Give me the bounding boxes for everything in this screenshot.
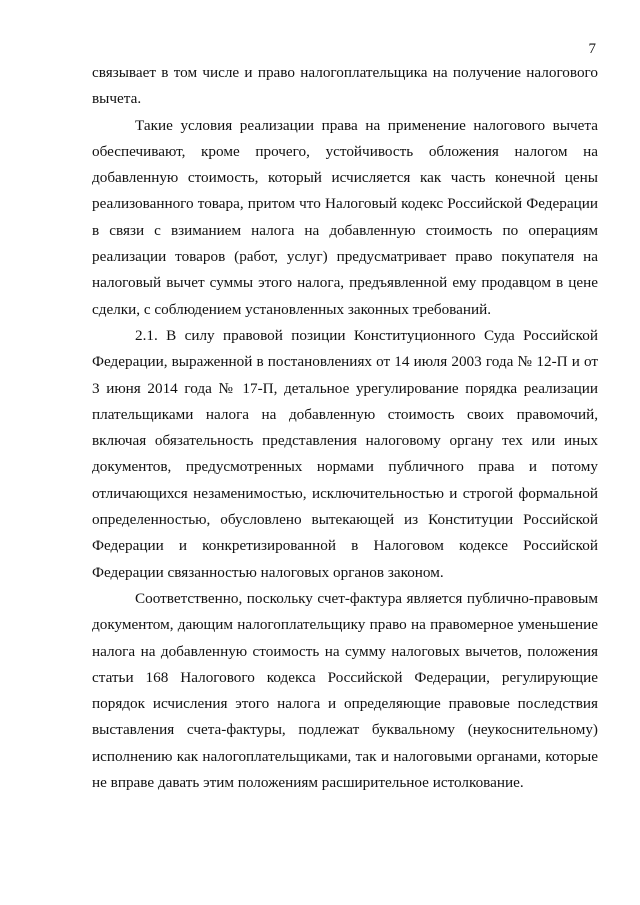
document-body: [92, 60, 598, 796]
paragraph-accordingly: Соответственно, поскольку счет-фактура является публично-правовым документом, дающим налогоплательщику право на правомерное уменьшение налога на добавленную стоимость на сумму налоговых вычетов, положения статьи 168 Налогового кодекса Российской Федерации, регулирующие порядок исчисления этого налога и определяющие правовые последствия выставления счета-фактуры, подлежат буквальному (неукоснительному) исполнению как налогоплательщиками, так и налоговыми органами, которые не вправе давать этим положениям расширительное истолкование.: [92, 589, 598, 792]
page-number: 7: [588, 41, 596, 57]
paragraph-conditions: Такие условия реализации права на применение налогового вычета обеспечивают, кроме прочего, устойчивость обложения налогом на добавленную стоимость, который исчисляется как часть конечной цены реализованного товара, притом что Налоговый кодекс Российской Федерации в связи с взиманием налога на добавленную стоимость по операциям реализации товаров (работ, услуг) предусматривает право покупателя на налоговый вычет суммы этого налога, предъявленной ему продавцом в цене сделки, с соблюдением установленных законных требований.: [92, 116, 598, 318]
paragraph-2-1: 2.1. В силу правовой позиции Конституционного Суда Российской Федерации, выраженной в постановлениях от 14 июля 2003 года № 12-П и от 3 июня 2014 года № 17-П, детальное урегулирование порядка реализации плательщиками налога на добавленную стоимость своих правомочий, включая обязательность представления налоговому органу тех или иных документов, предусмотренных нормами публичного права и потому отличающихся незаменимостью, исключительностью и строгой формальной определенностью, обусловлено вытекающей из Конституции Российской Федерации и конкретизированной в Налоговом кодексе Российской Федерации связанностью налоговых органов законом.: [92, 326, 598, 581]
paragraph-continuation: связывает в том числе и право налогоплательщика на получение налогового вычета.: [92, 64, 598, 108]
